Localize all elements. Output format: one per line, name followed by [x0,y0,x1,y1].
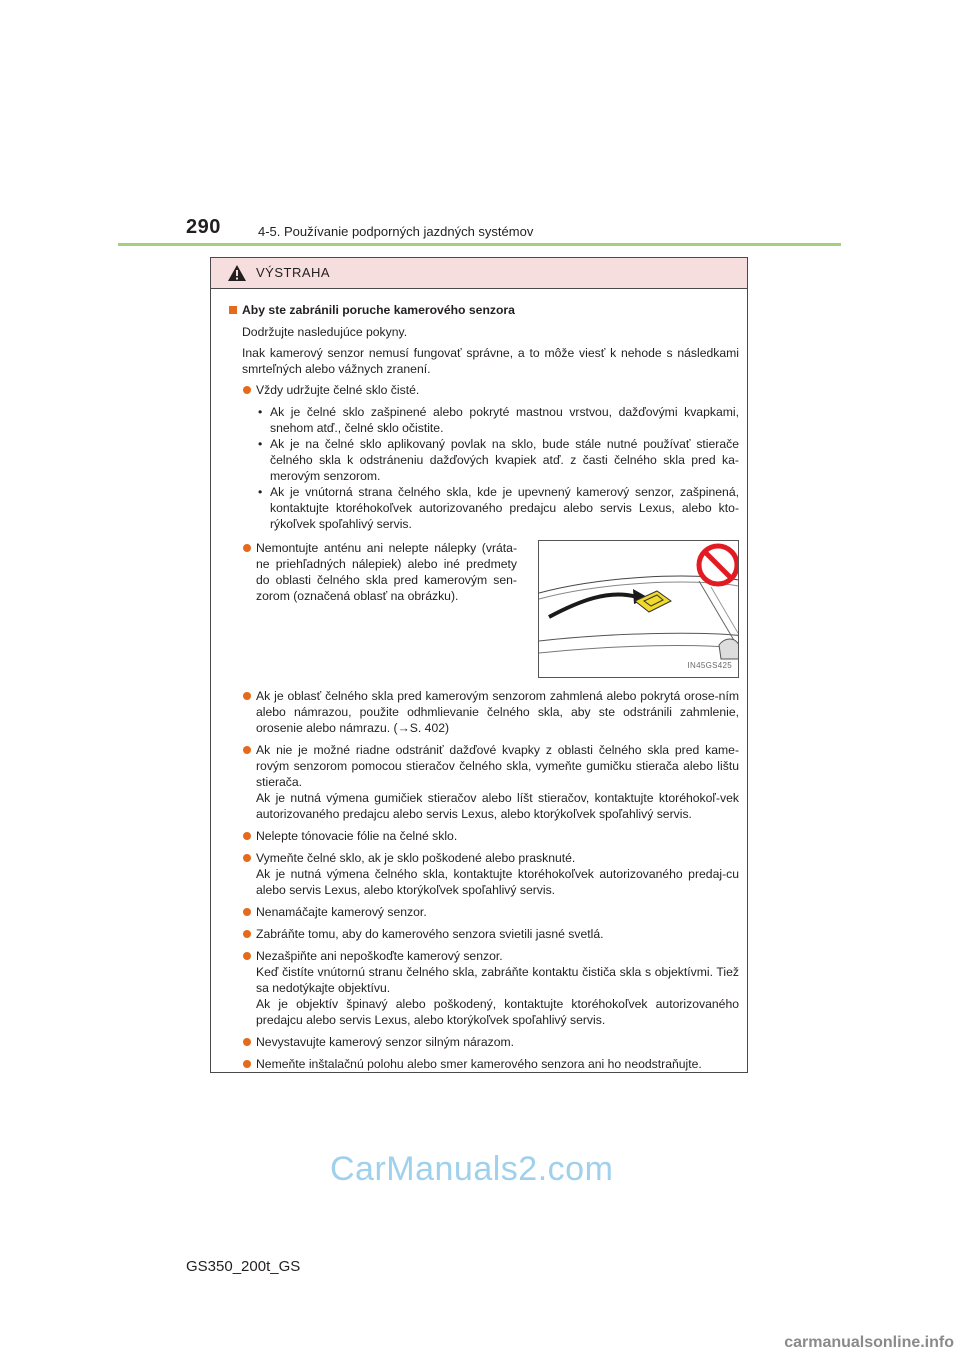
warning-header [211,258,747,289]
intro-paragraph: Dodržujte nasledujúce pokyny. [242,325,408,339]
sub-item-text: Ak je čelné sklo zašpinené alebo pokryté mastnou vrstvou, dažďovými kvapkami, snehom atď., čelné sklo očistite. [270,405,739,435]
bullet-dot-icon [243,1038,251,1046]
sub-item-text: Ak je vnútorná strana čelného skla, kde je upevnený kamerový senzor, zašpinená, kontaktujte ktoréhokoľvek autorizovaného predajcu alebo servis Lexus, alebo kto-rýkoľvek spoľahlivý servis. [270,485,739,531]
bullet-dot-icon [243,952,251,960]
list-item-text: Nemontujte anténu ani nelepte nálepky (vráta-ne priehľadných nálepiek) alebo iné predmety do oblasti čelného skla pred kamerovým sen-zorom (označená oblasť na obrázku). [256,541,517,603]
list-item-text: Nenamáčajte kamerový senzor. [256,905,427,919]
sub-item-marker: • [258,437,263,451]
windshield-drawing [539,541,739,677]
list-item-text: Nevystavujte kamerový senzor silným nárazom. [256,1035,515,1049]
list-item [242,742,739,822]
sub-list [211,404,747,532]
header-rule [118,243,841,246]
bullet-dot-icon [243,908,251,916]
bullet-dot-icon [243,544,251,552]
list-item [242,828,739,844]
sub-item-marker: • [258,405,263,419]
list-item-text: Ak nie je možné riadne odstrániť dažďové kvapky z oblasti čelného skla pred kame-rovým senzorom pomocou stieračov čelného skla, vymeňte gumičku stierača alebo lištu stierača. Ak je nutná výmena gumičiek stieračov alebo líšt stieračov, kontaktujte ktoréhokoľ-vek autorizovaného predajcu alebo servis Lexus, alebo ktorýkoľvek spoľahlivý servis. [256,743,739,821]
watermark-corner: carmanualsonline.info [784,1334,954,1351]
figure-code: IN45GS425 [687,661,732,670]
list-item-text: Nelepte tónovacie fólie na čelné sklo. [256,829,458,843]
list-item-text: Vymeňte čelné sklo, ak je sklo poškodené alebo prasknuté. Ak je nutná výmena čelného skla, kontaktujte ktoréhokoľvek autorizovaného predaj-cu alebo servis Lexus, alebo ktorýkoľvek spoľahlivý servis. [256,851,739,897]
warning-box [210,257,748,1073]
no-entry-sign-icon [699,546,737,584]
page-number: 290 [186,216,221,238]
watermark-logo: CarManuals2.com [330,1150,614,1188]
list-item [242,1034,739,1050]
bullet-dot-icon [243,386,251,394]
sub-item [256,484,739,532]
sub-item-text: Ak je na čelné sklo aplikovaný povlak na sklo, bude stále nutné používať stierače čelného skla k odstráneniu dažďových kvapiek atď. z časti čelného skla pred ka-merovým senzorom. [270,437,739,483]
list-item [242,850,739,898]
warning-title: VÝSTRAHA [256,265,331,280]
list-item [242,926,739,942]
warning-triangle-icon [227,264,247,282]
list-item-text: Ak je oblasť čelného skla pred kamerovým senzorom zahmlená alebo pokrytá orose-ním alebo námrazou, použite odhmlievanie čelného skla, aby ste odstránili zahmlenie, orosenie alebo námrazu. (→S. 402) [256,689,739,735]
list-item [242,948,739,1028]
bullet-list [211,688,747,1072]
sub-item [256,404,739,436]
warning-heading-text: Aby ste zabránili poruche kamerového senzora [242,303,515,317]
bullet-dot-icon [243,854,251,862]
warning-heading [229,302,747,318]
section-title: 4-5. Používanie podporných jazdných systémov [258,224,534,239]
sub-item-marker: • [258,485,263,499]
list-item [242,904,739,920]
list-item-text: Nemeňte inštalačnú polohu alebo smer kamerového senzora ani ho neodstraňujte. [256,1057,702,1071]
model-code: GS350_200t_GS [186,1258,301,1275]
intro-paragraph: Inak kamerový senzor nemusí fungovať správne, a to môže viesť k nehode s následkami smrteľných alebo vážnych zranení. [242,346,739,376]
bullet-dot-icon [243,1060,251,1068]
list-item-text: Zabráňte tomu, aby do kamerového senzora svietili jasné svetlá. [256,927,604,941]
warning-content [211,302,747,1078]
list-item-text: Vždy udržujte čelné sklo čisté. [256,383,420,397]
antenna-row [242,540,739,678]
bullet-dot-icon [243,692,251,700]
square-bullet-icon [229,306,237,314]
list-item [242,382,739,398]
list-item [242,1056,739,1072]
bullet-dot-icon [243,746,251,754]
windshield-illustration [538,540,739,678]
sub-item [256,436,739,484]
bullet-dot-icon [243,930,251,938]
list-item-text: Nezašpiňte ani nepoškoďte kamerový senzor. Keď čistíte vnútornú stranu čelného skla, zabráňte kontaktu čističa skla s objektívmi. Tiež sa nedotýkajte objektívu. Ak je objektív špinavý alebo poškodený, kontaktujte ktoréhokoľvek autorizovaného predajcu alebo servis Lexus, alebo ktorýkoľvek spoľahlivý servis. [256,949,739,1027]
list-item [242,540,517,672]
list-item [242,688,739,736]
bullet-dot-icon [243,832,251,840]
